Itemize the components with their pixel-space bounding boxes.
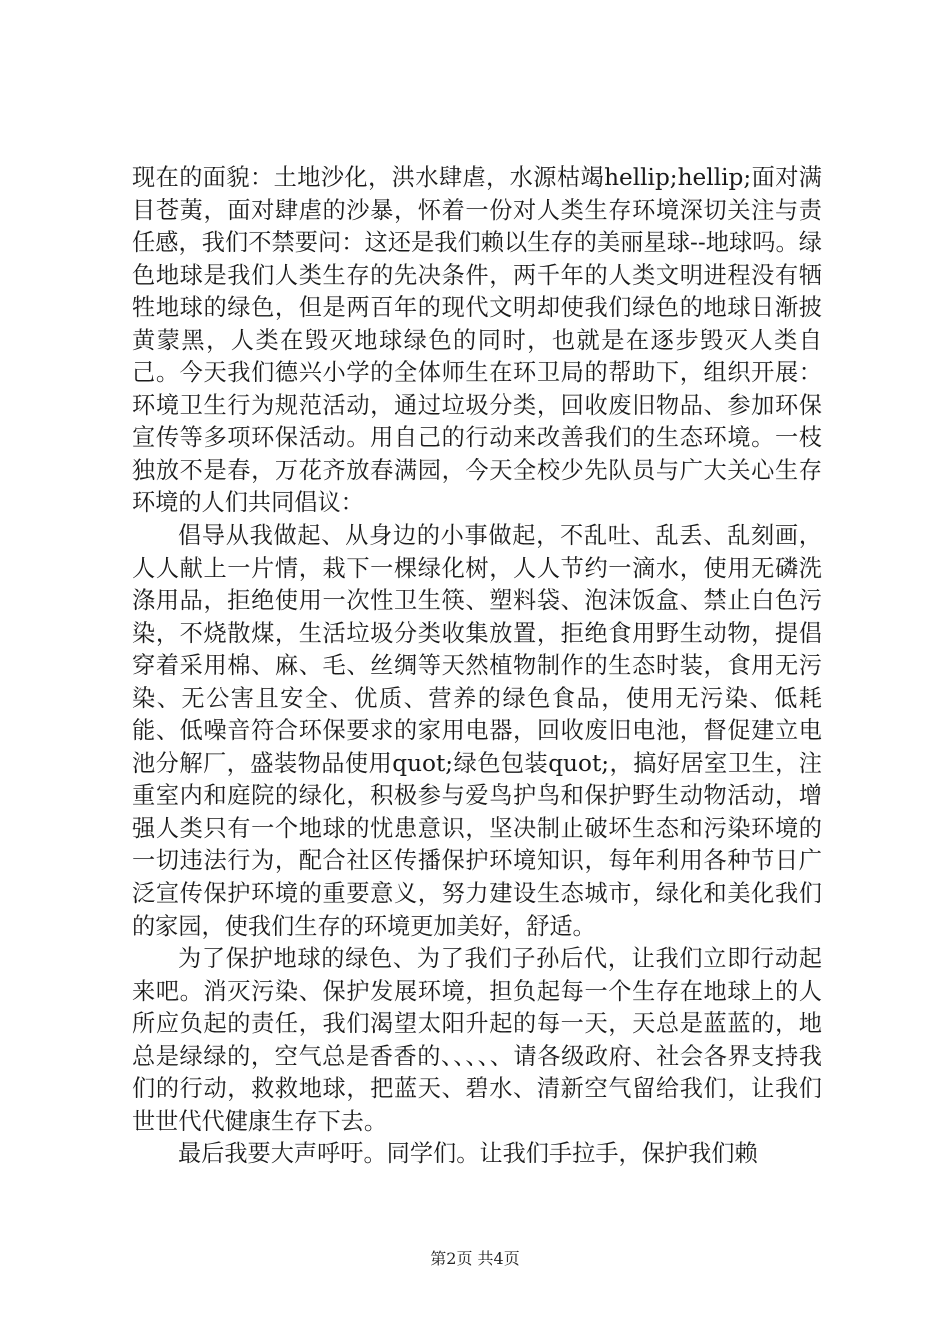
page-number-label: 第2页 共4页 (430, 1249, 520, 1268)
page-footer (0, 1246, 950, 1269)
document-body (132, 162, 822, 1171)
paragraph-3: 为了保护地球的绿色、为了我们子孙后代，让我们立即行动起来吧。消灭污染、保护发展环境，担负起每一个生存在地球上的人所应负起的责任，我们渴望太阳升起的每一天，天总是蓝蓝的，地总是绿绿的，空气总是香香的、、、、、请各级政府、社会各界支持我们的行动，救救地球，把蓝天、碧水、清新空气留给我们，让我们世世代代健康生存下去。 (132, 945, 822, 1135)
paragraph-4: 最后我要大声呼吁。同学们。让我们手拉手，保护我们赖 (178, 1140, 758, 1168)
paragraph-2: 倡导从我做起、从身边的小事做起，不乱吐、乱丢、乱刻画，人人献上一片情，栽下一棵绿化树，人人节约一滴水，使用无磷洗涤用品，拒绝使用一次性卫生筷、塑料袋、泡沫饭盒、禁止白色污染，不烧散煤，生活垃圾分类收集放置，拒绝食用野生动物，提倡穿着采用棉、麻、毛、丝绸等天然植物制作的生态时装，食用无污染、无公害且安全、优质、营养的绿色食品，使用无污染、低耗能、低噪音符合环保要求的家用电器，回收废旧电池，督促建立电池分解厂，盛装物品使用quot;绿色包装quot;，搞好居室卫生，注重室内和庭院的绿化，积极参与爱鸟护鸟和保护野生动物活动，增强人类只有一个地球的忧患意识，坚决制止破坏生态和污染环境的一切违法行为，配合社区传播保护环境知识，每年利用各种节日广泛宣传保护环境的重要意义，努力建设生态城市，绿化和美化我们的家园，使我们生存的环境更加美好，舒适。 (132, 522, 822, 940)
paragraph-1: 现在的面貌：土地沙化，洪水肆虐，水源枯竭hellip;hellip;面对满目苍荑，面对肆虐的沙暴，怀着一份对人类生存环境深切关注与责任感，我们不禁要问：这还是我们赖以生存的美丽星球--地球吗。绿色地球是我们人类生存的先决条件，两千年的人类文明进程没有牺牲地球的绿色，但是两百年的现代文明却使我们绿色的地球日渐披黄蒙黑，人类在毁灭地球绿色的同时，也就是在逐步毁灭人类自己。今天我们德兴小学的全体师生在环卫局的帮助下，组织开展：环境卫生行为规范活动，通过垃圾分类，回收废旧物品、参加环保宣传等多项环保活动。用自己的行动来改善我们的生态环境。一枝独放不是春，万花齐放春满园，今天全校少先队员与广大关心生存环境的人们共同倡议： (132, 164, 822, 517)
